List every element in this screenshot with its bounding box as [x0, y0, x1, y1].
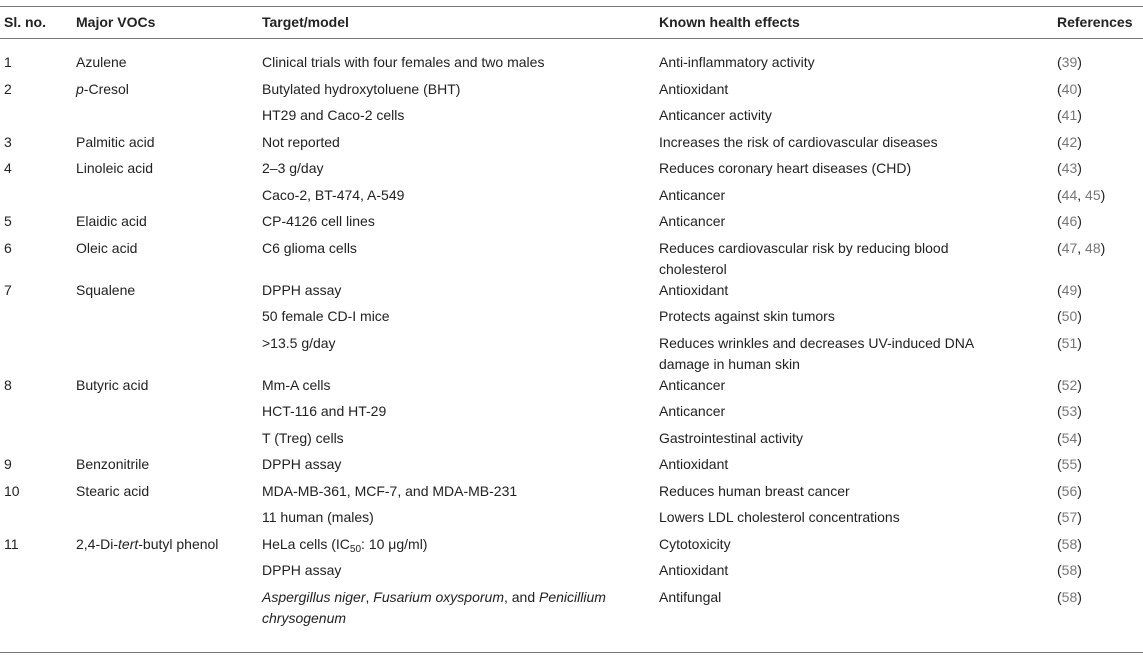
reference-number: 40 — [1061, 80, 1078, 97]
sl-no-cell: 4 — [4, 160, 12, 176]
effect-line: damage in human skin — [659, 355, 800, 372]
reference-number: 56 — [1061, 482, 1078, 499]
target-cell: MDA-MB-361, MCF-7, and MDA-MB-231 — [262, 482, 518, 499]
reference-cell: (40) — [1057, 80, 1082, 97]
voc-italic-part: p — [76, 80, 84, 97]
table-row — [0, 79, 1143, 106]
sl-no-cell: 8 — [4, 376, 12, 393]
reference-cell: (47, 48) — [1057, 239, 1106, 256]
reference-number: 54 — [1061, 429, 1078, 446]
voc-cell — [76, 333, 262, 375]
reference-number: 39 — [1061, 54, 1078, 70]
health-effect-cell: Antioxidant — [659, 281, 729, 298]
table-row — [0, 454, 1143, 481]
sl-no-cell — [0, 560, 76, 587]
voc-cell: Elaidic acid — [76, 213, 147, 229]
reference-cell: (46) — [1057, 213, 1082, 229]
reference-cell: (54) — [1057, 429, 1082, 446]
reference-number: 41 — [1061, 107, 1078, 123]
health-effect-cell: Gastrointestinal activity — [659, 429, 803, 446]
sl-no-cell — [0, 401, 76, 428]
health-effect-cell — [659, 238, 1057, 280]
reference-number: 57 — [1061, 509, 1078, 525]
target-cell: 2–3 g/day — [262, 160, 324, 176]
table-row — [0, 238, 1143, 280]
table-row — [0, 333, 1143, 375]
reference-cell: (58) — [1057, 535, 1082, 552]
reference-cell: (56) — [1057, 482, 1082, 499]
reference-number: 58 — [1061, 535, 1078, 552]
health-effect-cell: Anticancer — [659, 376, 726, 393]
voc-text: -butyl phenol — [138, 535, 219, 552]
target-cell: HCT-116 and HT-29 — [262, 403, 387, 419]
voc-cell — [76, 507, 262, 534]
sl-no-cell — [0, 185, 76, 212]
reference-cell: (49) — [1057, 281, 1082, 298]
reference-cell: (43) — [1057, 160, 1082, 176]
voc-cell: Benzonitrile — [76, 456, 150, 472]
target-cell — [262, 534, 659, 561]
voc-cell — [76, 79, 262, 106]
header-row — [0, 6, 1143, 38]
sl-no-cell — [0, 428, 76, 455]
voc-cell: Linoleic acid — [76, 160, 154, 176]
reference-number: 46 — [1061, 213, 1078, 229]
voc-cell — [76, 560, 262, 587]
reference-number: 43 — [1061, 160, 1078, 176]
reference-cell: (57) — [1057, 509, 1082, 525]
table-row — [0, 587, 1143, 629]
reference-cell: (39) — [1057, 54, 1082, 70]
reference-cell: (52) — [1057, 376, 1082, 393]
health-effect-cell: Anticancer activity — [659, 107, 772, 123]
table-row — [0, 105, 1143, 132]
bottom-rule — [0, 652, 1143, 653]
sl-no-cell — [0, 105, 76, 132]
target-cell: C6 glioma cells — [262, 239, 357, 256]
reference-number: 44 — [1061, 186, 1078, 203]
health-effect-cell: Anticancer — [659, 186, 726, 203]
target-cell: Caco-2, BT-474, A-549 — [262, 186, 405, 203]
reference-number: 55 — [1061, 456, 1078, 472]
voc-cell — [76, 306, 262, 333]
reference-cell: (55) — [1057, 456, 1082, 472]
sl-no-cell: 7 — [4, 281, 12, 298]
table-row — [0, 401, 1143, 428]
target-cell: HT29 and Caco-2 cells — [262, 107, 405, 123]
header-references: References — [1057, 14, 1133, 30]
voc-cell — [76, 428, 262, 455]
reference-number: 50 — [1061, 308, 1078, 324]
health-effect-cell: Protects against skin tumors — [659, 308, 835, 324]
sl-no-cell: 11 — [4, 535, 19, 552]
table-row — [0, 211, 1143, 238]
target-subscript: 50 — [349, 543, 362, 555]
effect-line: Reduces cardiovascular risk by reducing blood — [659, 239, 949, 256]
reference-cell: (41) — [1057, 107, 1082, 123]
species-name: Fusarium oxysporum — [373, 588, 504, 605]
effect-line: cholesterol — [659, 260, 727, 277]
sl-no-cell: 3 — [4, 133, 12, 150]
target-cell: DPPH assay — [262, 562, 342, 578]
reference-number: 42 — [1061, 133, 1078, 150]
reference-cell: (51) — [1057, 334, 1082, 351]
table-row — [0, 38, 1143, 79]
target-cell: DPPH assay — [262, 456, 342, 472]
header-target-model: Target/model — [262, 14, 349, 30]
reference-number: 47 — [1061, 239, 1078, 256]
health-effect-cell: Antioxidant — [659, 562, 729, 578]
sl-no-cell: 2 — [4, 80, 12, 97]
health-effect-cell: Antifungal — [659, 588, 722, 605]
health-effect-cell: Reduces human breast cancer — [659, 482, 850, 499]
sl-no-cell: 6 — [4, 239, 12, 256]
voc-cell: Butyric acid — [76, 376, 149, 393]
sl-no-cell: 1 — [4, 54, 12, 70]
health-effect-cell: Increases the risk of cardiovascular diseases — [659, 133, 938, 150]
reference-cell: (58) — [1057, 588, 1082, 605]
health-effect-cell: Reduces coronary heart diseases (CHD) — [659, 160, 912, 176]
header-major-vocs: Major VOCs — [76, 14, 156, 30]
target-cell: DPPH assay — [262, 281, 342, 298]
species-name: Penicillium — [539, 588, 606, 605]
voc-health-effects-table — [0, 6, 1143, 629]
health-effect-cell: Cytotoxicity — [659, 535, 731, 552]
health-effect-cell: Anticancer — [659, 213, 726, 229]
target-text: , and — [503, 588, 540, 605]
health-effect-cell: Anti-inflammatory activity — [659, 54, 815, 70]
reference-number: 53 — [1061, 403, 1078, 419]
target-cell: Not reported — [262, 133, 340, 150]
voc-cell — [76, 185, 262, 212]
header-health-effects: Known health effects — [659, 14, 800, 30]
reference-cell: (53) — [1057, 403, 1082, 419]
voc-italic-part: tert — [118, 535, 139, 552]
health-effect-cell: Lowers LDL cholesterol concentrations — [659, 509, 900, 525]
reference-number: 51 — [1061, 334, 1078, 351]
voc-cell: Squalene — [76, 281, 136, 298]
target-cell: Clinical trials with four females and two males — [262, 54, 545, 70]
target-text: , — [365, 588, 374, 605]
sl-no-cell — [0, 333, 76, 375]
table-row — [0, 306, 1143, 333]
species-name: chrysogenum — [262, 609, 347, 626]
voc-cell — [76, 587, 262, 629]
target-cell: 50 female CD-I mice — [262, 308, 390, 324]
voc-cell: Stearic acid — [76, 482, 150, 499]
effect-line: Reduces wrinkles and decreases UV-induced DNA — [659, 334, 975, 351]
sl-no-cell: 10 — [4, 482, 20, 499]
target-cell: CP-4126 cell lines — [262, 213, 375, 229]
target-cell: T (Treg) cells — [262, 429, 344, 446]
reference-number: 58 — [1061, 562, 1078, 578]
reference-cell: (44, 45) — [1057, 186, 1106, 203]
table-row — [0, 158, 1143, 185]
table-row — [0, 132, 1143, 159]
voc-cell: Azulene — [76, 54, 127, 70]
sl-no-cell — [0, 306, 76, 333]
health-effect-cell: Anticancer — [659, 403, 726, 419]
reference-number: 49 — [1061, 281, 1078, 298]
voc-cell — [76, 401, 262, 428]
sl-no-cell: 5 — [4, 213, 12, 229]
table-row — [0, 560, 1143, 587]
reference-number: 48 — [1085, 239, 1101, 256]
table-row — [0, 280, 1143, 307]
table-row — [0, 534, 1143, 561]
reference-number: 52 — [1061, 376, 1078, 393]
reference-number: 58 — [1061, 588, 1078, 605]
target-text: HeLa cells (IC — [262, 535, 350, 552]
voc-cell — [76, 534, 262, 561]
health-effect-cell: Antioxidant — [659, 456, 729, 472]
target-cell: Mm-A cells — [262, 376, 331, 393]
reference-cell: (58) — [1057, 562, 1082, 578]
table-row — [0, 507, 1143, 534]
reference-cell: (42) — [1057, 133, 1082, 150]
sl-no-cell — [0, 507, 76, 534]
target-cell: >13.5 g/day — [262, 334, 336, 351]
voc-text: -Cresol — [83, 80, 129, 97]
target-cell: 11 human (males) — [262, 509, 374, 525]
table-row — [0, 428, 1143, 455]
table-row — [0, 375, 1143, 402]
voc-cell: Oleic acid — [76, 239, 138, 256]
sl-no-cell — [0, 587, 76, 629]
health-effect-cell: Antioxidant — [659, 80, 729, 97]
reference-number: 45 — [1085, 186, 1101, 203]
voc-text: 2,4-Di- — [76, 535, 119, 552]
sl-no-cell: 9 — [4, 456, 12, 472]
target-cell — [262, 587, 659, 629]
species-name: Aspergillus niger — [262, 588, 366, 605]
header-sl-no: Sl. no. — [4, 14, 46, 30]
target-cell: Butylated hydroxytoluene (BHT) — [262, 80, 461, 97]
target-text: : 10 μg/ml) — [361, 535, 428, 552]
table-row — [0, 481, 1143, 508]
reference-cell: (50) — [1057, 308, 1082, 324]
voc-cell: Palmitic acid — [76, 133, 155, 150]
health-effect-cell — [659, 333, 1057, 375]
voc-cell — [76, 105, 262, 132]
table-row — [0, 185, 1143, 212]
